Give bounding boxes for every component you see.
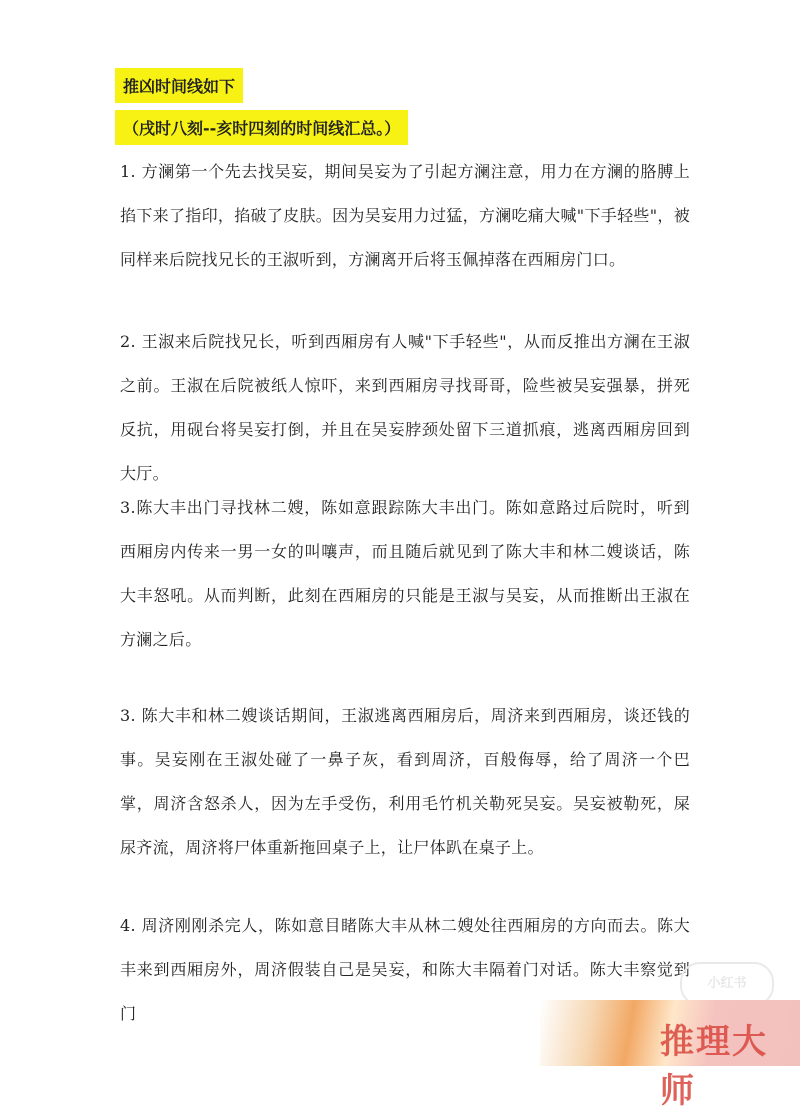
paragraph: 1. 方澜第一个先去找吴妄，期间吴妄为了引起方澜注意，用力在方澜的胳膊上掐下来了指印，掐破了皮肤。因为吴妄用力过猛，方澜吃痛大喊"下手轻些"，被同样来后院找兄长的王淑听到，方澜离开后将玉佩掉落在西厢房门口。 [120, 162, 690, 269]
paragraph: 3.陈大丰出门寻找林二嫂，陈如意跟踪陈大丰出门。陈如意路过后院时，听到西厢房内传来一男一女的叫嚷声，而且随后就见到了陈大丰和林二嫂谈话，陈大丰怒吼。从而判断，此刻在西厢房的只能是王淑与吴妄，从而推断出王淑在方澜之后。 [120, 498, 690, 649]
paragraph: 4. 周济刚刚杀完人，陈如意目睹陈大丰从林二嫂处往西厢房的方向而去。陈大丰来到西厢房外，周济假装自己是吴妄，和陈大丰隔着门对话。陈大丰察觉到门 [120, 916, 690, 1023]
document-title: 推凶时间线如下 [115, 68, 243, 103]
paragraph: 2. 王淑来后院找兄长，听到西厢房有人喊"下手轻些"，从而反推出方澜在王淑之前。王淑在后院被纸人惊吓，来到西厢房寻找哥哥，险些被吴妄强暴，拼死反抗，用砚台将吴妄打倒，并且在吴妄脖颈处留下三道抓痕，逃离西厢房回到大厅。 [120, 332, 690, 483]
corner-logo-text: 推理大师 [660, 1022, 768, 1111]
corner-logo-image [540, 1000, 800, 1111]
document-subtitle: （戌时八刻--亥时四刻的时间线汇总。） [115, 110, 408, 145]
watermark-badge: 小红书 [680, 962, 774, 1006]
paragraph: 3. 陈大丰和林二嫂谈话期间，王淑逃离西厢房后，周济来到西厢房，谈还钱的事。吴妄刚在王淑处碰了一鼻子灰，看到周济，百般侮辱，给了周济一个巴掌，周济含怒杀人，因为左手受伤，利用毛竹机关勒死吴妄。吴妄被勒死，屎尿齐流，周济将尸体重新拖回桌子上，让尸体趴在桌子上。 [120, 706, 690, 857]
